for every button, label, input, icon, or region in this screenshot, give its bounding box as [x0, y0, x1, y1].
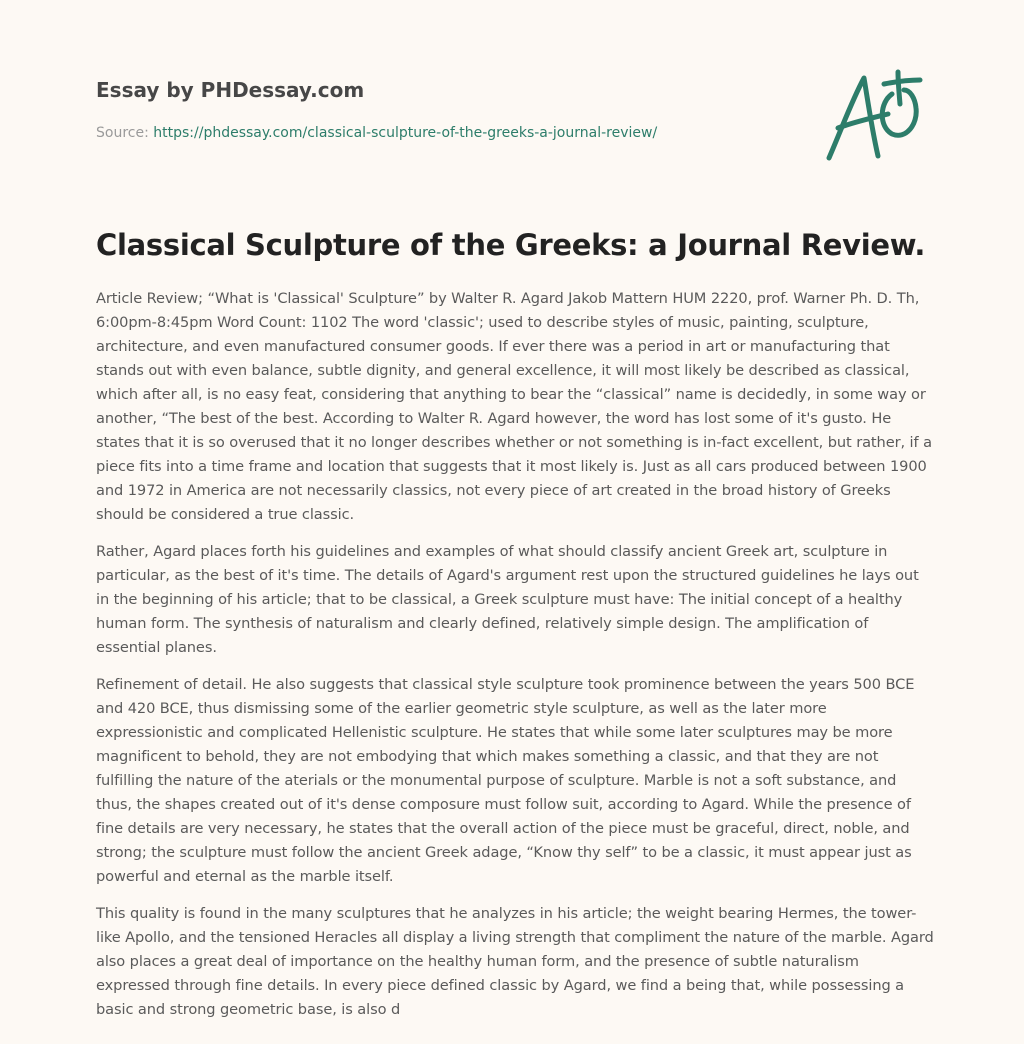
- source-link[interactable]: https://phdessay.com/classical-sculpture-of-the-greeks-a-journal-review/: [153, 125, 658, 141]
- a-plus-grade-logo: [820, 68, 930, 164]
- essay-paragraph: Article Review; “What is 'Classical' Sculpture” by Walter R. Agard Jakob Mattern HUM 2220, prof. Warner Ph. D. Th, 6:00pm-8:45pm Word Count: 1102 The word 'classic'; used to describe styles of music, painting, sculpture, architecture, and even manufactured consumer goods. If ever there was a period in art or manufacturing that stands out with even balance, subtle dignity, and general excellence, it will most likely be described as classical, which after all, is no easy feat, considering that anything to bear the “classical” name is decidedly, in some way or another, “The best of the best. According to Walter R. Agard however, the word has lost some of it's gusto. He states that it is so overused that it no longer describes whether or not something is in-fact excellent, but rather, if a piece fits into a time frame and location that suggests that it most likely is. Just as all cars produced between 1900 and 1972 in America are not necessarily classics, not every piece of art created in the broad history of Greeks should be considered a true classic.: [96, 290, 932, 523]
- a-plus-icon: [820, 68, 930, 164]
- source-label: Source:: [96, 125, 154, 141]
- essay-paragraph: Refinement of detail. He also suggests that classical style sculpture took prominence between the years 500 BCE and 420 BCE, thus dismissing some of the earlier geometric style sculpture, as well as the later more expressionistic and complicated Hellenistic sculpture. He states that while some later sculptures may be more magnificent to behold, they are not embodying that which makes something a classic, and that they are not fulfilling the nature of the aterials or the monumental purpose of sculpture. Marble is not a soft substance, and thus, the shapes created out of it's dense composure must follow suit, according to Agard. While the presence of fine details are very necessary, he states that the overall action of the piece must be graceful, direct, noble, and strong; the sculpture must follow the ancient Greek adage, “Know thy self” to be a classic, it must appear just as powerful and eternal as the marble itself.: [96, 676, 915, 885]
- page-header: [96, 76, 796, 143]
- site-title: Essay by PHDessay.com: [96, 78, 365, 102]
- essay-paragraph: This quality is found in the many sculptures that he analyzes in his article; the weight bearing Hermes, the tower-like Apollo, and the tensioned Heracles all display a living strength that compliment the nature of the marble. Agard also places a great deal of importance on the healthy human form, and the presence of subtle naturalism expressed through fine details. In every piece defined classic by Agard, we find a being that, while possessing a basic and strong geometric base, is also d: [96, 905, 934, 1018]
- essay-paragraph: Rather, Agard places forth his guidelines and examples of what should classify ancient Greek art, sculpture in particular, as the best of it's time. The details of Agard's argument rest upon the structured guidelines he lays out in the beginning of his article; that to be classical, a Greek sculpture must have: The initial concept of a healthy human form. The synthesis of naturalism and clearly defined, relatively simple design. The amplification of essential planes.: [96, 543, 919, 656]
- source-line: [96, 123, 796, 143]
- essay-body: [96, 287, 934, 1035]
- essay-title: Classical Sculpture of the Greeks: a Journal Review.: [96, 228, 926, 262]
